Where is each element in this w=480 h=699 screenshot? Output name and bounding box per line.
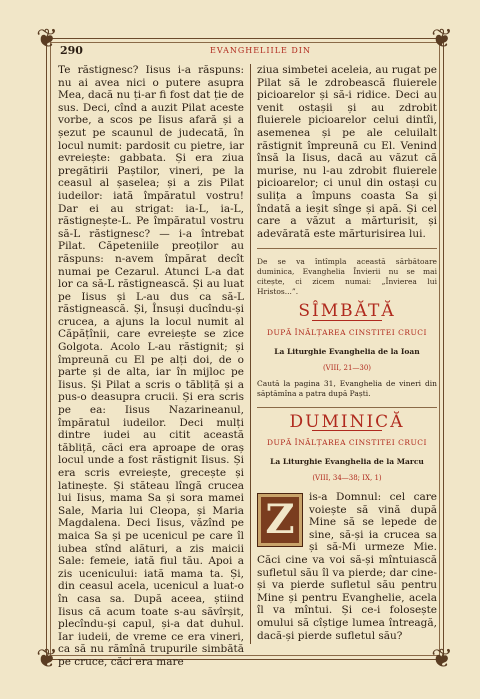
sunday-heading: DUMINICĂ [289,411,405,432]
saturday-heading: SÎMBĂTĂ [298,301,396,322]
section-divider [257,248,437,249]
sunday-subheading: DUPĂ ÎNĂLȚAREA CINSTITEI CRUCI [266,438,428,448]
sunday-liturgy: La Liturghie Evanghelia de la Marcu [270,456,424,466]
left-column [58,64,244,669]
saturday-text: Caută la pagina 31, Evanghelia de vineri din săptămîna a patra după Paști. [257,378,437,398]
sunday-text: is-a Domnul: cel care voiește să vină după Mine să se lepede de sine, să-și ia crucea sa și să-Mi urmeze Mie. Căci cine va voi să-și mîntuiască sufletul său îl va pierde; dar cine-și va pierde sufletul său pentru Mine și pentru Evanghelie, acela îl va mîntui. Și ce-i folosește omului să cîștige lumea întreagă, dacă-și pierde sufletul său? [257,491,437,642]
rubric-note: De se va întîmpla această sărbătoare duminica, Evanghelia Învierii nu se mai citește, ci zicem numai: „Învierea lui Hristos...”. [257,257,437,297]
corner-ornament-icon: ❦ [36,24,58,54]
right-column [257,64,437,642]
page-header [60,44,430,60]
sunday-reference: (VIII, 34—38; IX, 1) [312,474,382,483]
gospel-text: Te răstignesc? Iisus i-a răspuns: nu ai avea nici o putere asupra Mea, dacă nu ți-ar fi fost dat ție de sus. Deci, cînd a auzit Pilat aceste vorbe, a scos pe Iisus afară și a șezut pe scaunul de judecată, în locul numit: pardosit cu pietre, iar evreiește: gabbata. Și era ziua pregătirii Paștilor, vineri, pe la ceasul al șaselea; și a zis Pilat iudeilor: iată împăratul vostru! Dar ei au strigat: ia-L, ia-L, răstignește-L. Pe împăratul vostru să-L răstignesc? — i-a întrebat Pilat. Căpeteniile preoților au răspuns: n-avem împărat decît numai pe Cezarul. Atunci L-a dat lor ca să-L răstignească. Și au luat pe Iisus și L-au dus ca să-L răstignească. Și, Însuși ducîndu-și crucea, a ajuns la locul numit al Căpățînii, care evreiește se zice Golgota. Acolo L-au răstignit; și împreună cu El pe alți doi, de o parte și de alta, iar în mijloc pe Iisus. Și Pilat a scris o tăbliță și a pus-o deasupra crucii. Și era scris pe ea: Iisus Nazarineanul, împăratul iudeilor. Deci mulți dintre iudei au citit această tăbliță, căci era aproape de oraș locul unde a fost răstignit Iisus. Și era scris evreiește, grecește și latinește. Și stăteau lîngă crucea lui Iisus, mama Sa și sora mamei Sale, Maria lui Cleopa, și Maria Magdalena. Deci Iisus, văzînd pe maica Sa și pe ucenicul pe care îl iubea stînd alături, a zis maicii Sale: femeie, iată fiul tău. Apoi a zis ucenicului: iată mama ta. Și, din ceasul acela, ucenicul a luat-o în casa sa. După aceea, știind Iisus că acum toate s-au săvîrșit, plecîndu-și capul, și-a dat duhul. Iar iudeii, de vreme ce era vineri, ca să nu rămînă trupurile simbătă pe cruce, căci era mare [58,64,244,668]
running-title: EVANGHELIILE DIN [210,46,311,55]
saturday-reference: (VIII, 21—30) [322,364,372,373]
sunday-gospel [257,491,437,642]
gospel-continuation: ziua simbetei aceleia, au rugat pe Pilat să le zdrobească fluierele picioarelor și să-i ridice. Deci au venit ostașii și au zdrobit fluierele picioarelor celui dintîi, asemenea și pe ale celuilalt răstignit împreună cu El. Venind însă la Iisus, dacă au văzut că murise, nu l-au zdrobit fluierele picioarelor; ci unul din ostași cu sulița a împuns coasta Sa și îndată a ieșit sînge și apă. Și cel care a văzut a mărturisit, și adevărată este mărturisirea lui. [257,64,437,240]
corner-ornament-icon: ❦ [36,644,58,674]
saturday-liturgy: La Liturghie Evanghelia de la Ioan [274,346,420,356]
saturday-subheading: DUPĂ ÎNĂLȚAREA CINSTITEI CRUCI [266,327,428,337]
corner-ornament-icon: ❦ [431,24,453,54]
section-divider [257,407,437,408]
drop-cap: Z [257,493,303,547]
page-number: 290 [60,44,83,57]
corner-ornament-icon: ❦ [431,644,453,674]
column-divider [250,64,251,644]
